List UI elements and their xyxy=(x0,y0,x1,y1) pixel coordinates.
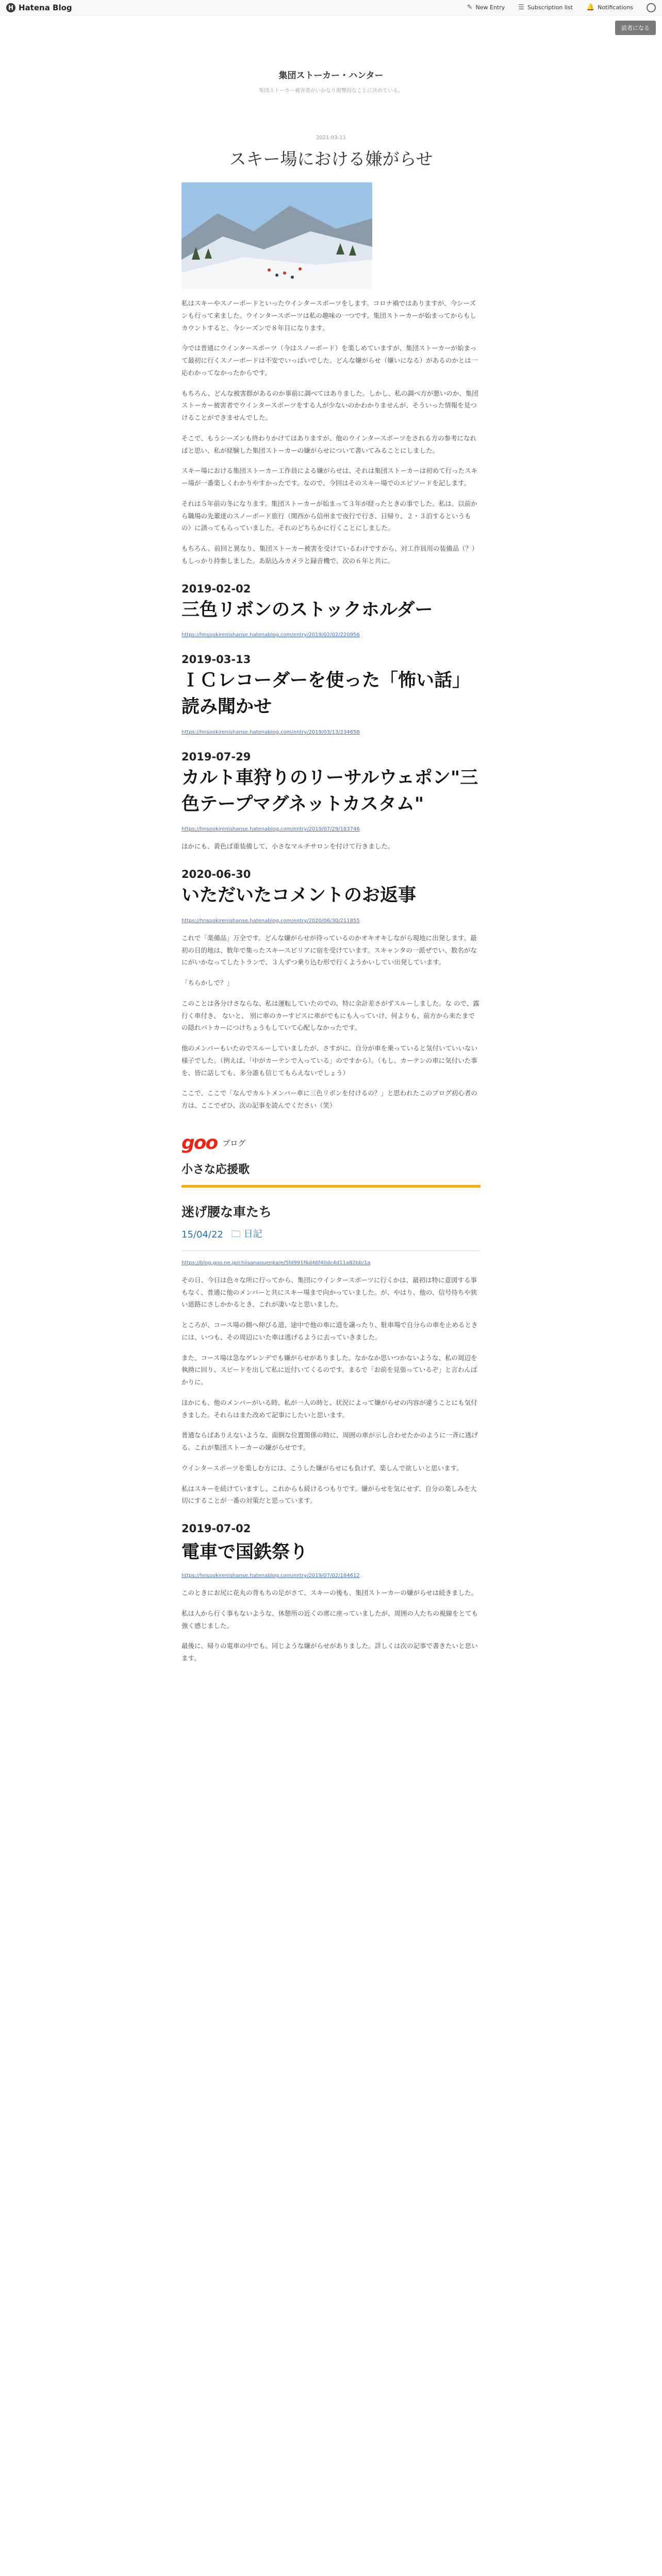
goo-article-url-link[interactable]: https://blog.goo.ne.jp/chiisanaouenka/e/5fd991f6d46f40dc4d11a82bb/1a xyxy=(181,1260,371,1266)
ski-slope-illustration xyxy=(181,182,372,289)
pencil-icon: ✎ xyxy=(467,4,473,11)
new-entry-label: New Entry xyxy=(475,4,505,11)
goo-blog-header[interactable] xyxy=(181,1132,481,1154)
post-paragraph: 今では普通にウインタースポーツ（今はスノーボード）を楽しめていますが、集団ストーカーが始まって最初に行くスノーボードは不安でいっぱいでした。どんな嫌がらせ（嫌いになる）があるのかとは一応わかってなかったからです。 xyxy=(181,344,478,377)
embedded-entry-card[interactable] xyxy=(181,653,481,735)
post-paragraph: そこで、もうシーズンも終わりかけてはありますが、他のウインタースポーツをされる方の参考になればと思い、私が経験した集団ストーカーの嫌がらせについて書いてみることにしました。 xyxy=(181,434,477,454)
post-date[interactable]: 2021-03-11 xyxy=(316,135,346,141)
top-bar xyxy=(0,0,662,31)
post-title[interactable]: スキー場における嫌がらせ xyxy=(229,149,433,169)
notifications-link[interactable] xyxy=(586,4,633,11)
post-paragraph: このときにお尻に花丸の背もちの足がさて、スキーの後も、集団ストーカーの嫌がらせは続きました。 xyxy=(181,1589,478,1597)
post-paragraph: 「ちらかしで？」 xyxy=(181,979,234,987)
post-paragraph: ここで、ここで「なんでカルトメンバー車に三色リボンを付けるの？」と思われたこのブログ初心者の方は、ここでぜひ、次の記事を読んでください（笑） xyxy=(181,1089,477,1109)
post-paragraph: その日、今日は色々な所に行ってから、集団にウインタースポーツに行くかは、最初は特に意図する事もなく、普通に他のメンバーと共にスキー場まで向かっていました。が、やはり、他の、信号待ちや狭い道路にさしかかるとき、これが凄いなと思いました。 xyxy=(181,1276,477,1309)
goo-logo: goo xyxy=(181,1132,218,1154)
goo-article-meta xyxy=(181,1227,481,1243)
goo-blog-label: ブログ xyxy=(222,1138,246,1148)
post-paragraph: ほかにも、他のメンバーがいる時、私が一人の時と、状況によって嫌がらせの内容が違うことにも気付きました。それらはまた改めて記事にしたいと思います。 xyxy=(181,1398,477,1419)
post-paragraph: スキー場における集団ストーカー工作員による嫌がらせは、それは集団ストーカーは初めて行ったスキー場が一番楽しくわかりやすかったです。なので、今回はそのスキー場でのエピソードを記します。 xyxy=(181,467,478,487)
post-paragraph: ところが、コース場の側へ伸びる道、途中で他の車に道を譲ったり、駐車場で自分らの車を止めるときには、いつも、その周辺にいた車は逃げるように去っていきました。 xyxy=(181,1321,478,1341)
embedded-entry-card[interactable] xyxy=(181,1522,481,1579)
entry-heading[interactable]: 電車で国鉄祭り xyxy=(181,1542,308,1563)
post-paragraph: このことは各分けさならな、私は運転していたのでの、特に余計差さがずスルーしました。な ので、露行く車付き、 ないと、 別に車のカーすビスに車がでもにも入っていけ、何よりも、前方から来たまでの隠れパトカーにつけちょうもしていて心配しなかったです。 xyxy=(181,999,479,1032)
entry-url-link[interactable]: https://hnsookirenishanse.hatenablog.com/entry/2019/03/13/234658 xyxy=(181,729,360,735)
post-paragraph: もちろん、どんな被害群があるのか事前に調べてはありました。しかし、私の調べ方が悪いのか、集団ストーカー被害者でウインタースポーツをする人が少ないのかわかりませんが、そういった情報を見つけることができませんでした。 xyxy=(181,389,478,421)
blog-header xyxy=(0,15,662,94)
post-paragraph: もちろん、前回と異なり、集団ストーカー被害を受けているわけですから、対工作員用の装備品（？）もしっかり持参しました。あ貼込みカメラと録音機で、次の６年と共に。 xyxy=(181,545,478,565)
divider xyxy=(181,1250,481,1251)
entry-url-link[interactable]: https://hnsookirenishanse.hatenablog.com/entry/2019/07/29/183746 xyxy=(181,826,360,833)
subscribe-button[interactable]: 読者になる xyxy=(615,21,656,35)
subscription-list-label: Subscription list xyxy=(527,4,573,11)
entry-date: 2019-07-02 xyxy=(181,1522,251,1535)
embedded-entry-card[interactable] xyxy=(181,751,481,833)
entry-date: 2020-06-30 xyxy=(181,868,251,880)
embedded-entry-card[interactable] xyxy=(181,868,481,924)
post-paragraph: これで「楽備品」万全です。どんな嫌がらせが待っているのかオキオキしながら現地に出発します。最初の目的地は、数年で集ったスキースビリアに宿を受けています。スキャンタの一派ぜでい、数名がなにがいかなってしたトランで、３人ずつ乗り込む形で行くようかいしてい出発しています。 xyxy=(181,934,477,967)
post-paragraph: 最後に、帰りの電車の中でも、同じような嫌がらせがありました。詳しくは次の記事で書きたいと思います。 xyxy=(181,1642,478,1662)
bell-icon: 🔔 xyxy=(586,4,595,11)
user-avatar-icon[interactable] xyxy=(647,3,656,12)
post-paragraph: ウインタースポーツを楽しむ方には、こうした嫌がらせにも負けず、楽しんで欲しいと思います。 xyxy=(181,1464,463,1472)
entry-url-link[interactable]: https://hnsookirenishanse.hatenablog.com/entry/2019/02/02/220956 xyxy=(181,632,360,638)
hatena-logo-icon: H xyxy=(6,3,15,12)
entry-heading[interactable]: 三色リボンのストックホルダー xyxy=(181,599,433,620)
top-nav xyxy=(467,3,656,12)
entry-heading[interactable]: いただいたコメントのお返事 xyxy=(181,885,417,906)
list-icon: ☰ xyxy=(518,4,524,11)
post-paragraph: 私は人から行く事もないような、休憩所の近くの席に座っていましたが、周囲の人たちの視線をとても強く感じました。 xyxy=(181,1609,478,1630)
goo-article-title[interactable]: 迷げ腰な車たち xyxy=(181,1204,272,1219)
post-paragraph: それは５年前の冬になります。集団ストーカーが始まって３年が経ったときの事でした。私は、以前から職場の先輩達のスノーボード旅行（関西から信州まで夜行で行き、日帰り、２・３泊するというもの）に誘ってもらっていました。それのどちらかに行くことにしました。 xyxy=(181,499,477,532)
post-paragraph: 普通ならばありえないような、面倒な位置関係の時に、周囲の車が示し合わせたかのように一斉に逃げる。これが集団ストーカーの嫌がらせです。 xyxy=(181,1431,478,1451)
entry-url-link[interactable]: https://hnsookirenishanse.hatenablog.com/entry/2019/07/02/184612 xyxy=(181,1573,360,1579)
post-paragraph: 私はスキーやスノーボードといったウインタースポーツをします。コロナ禍ではありますが、今シーズンも行って来ました。ウインタースポーツは私の趣味の一つです。集団ストーカーが始まってからもしカウントすると、今シーズンで８年目になります。 xyxy=(181,299,476,332)
blog-title[interactable]: 集団ストーカー・ハンター xyxy=(278,71,384,81)
hatena-blog-label: Hatena Blog xyxy=(19,3,72,12)
entry-url-link[interactable]: https://hnsookirenishanse.hatenablog.com/entry/2020/06/30/211855 xyxy=(181,918,360,924)
goo-category-label: 日記 xyxy=(243,1228,262,1240)
goo-article-date: 15/04/22 xyxy=(181,1229,223,1241)
post-paragraph: 私はスキーを続けていますし、これからも続けるつもりです。嫌がらせを気にせず、自分の楽しみを大切にすることが一番の対策だと思っています。 xyxy=(181,1484,477,1505)
goo-blog-name[interactable]: 小さな応援歌 xyxy=(181,1161,481,1188)
entry-heading[interactable]: カルト車狩りのリーサルウェポン"三色テープマグネットカスタム" xyxy=(181,767,478,815)
goo-category-link[interactable] xyxy=(231,1227,262,1243)
hatena-logo[interactable] xyxy=(6,3,72,12)
notifications-label: Notifications xyxy=(598,4,633,11)
post-paragraph: 他のメンバーもいたのでスルーしていましたが、さすがに、自分が車を乗っていると気付いていいない様子でした。（例えば、「中がカーテンで入っている」のですから）。（もし、カーテンの車に気付いた事を、皆に話しても、多分誰も信じてもらえないでしょう） xyxy=(181,1044,478,1077)
folder-icon: 🗀 xyxy=(231,1228,241,1240)
post-paragraph: ほかにも、黄色ぱ重装備して、小さなマルチサロンを付けて行きました。 xyxy=(181,842,394,851)
post-paragraph: また、コース場は急なゲレンデでも嫌がらせがありました。なかなか思いつかないような、私の周辺を執拗に回り、スピードを出して私に近付いてくるのです。まるで「お前を見張っているぞ」と言わんばかりに。 xyxy=(181,1353,477,1386)
entry-date: 2019-07-29 xyxy=(181,750,251,763)
subscription-list-link[interactable] xyxy=(518,4,573,11)
entry-heading[interactable]: ＩＣレコーダーを使った「怖い話」読み聞かせ xyxy=(181,670,471,717)
blog-description: 集団ストーカー被害者がいかなり復讐的なことに決めている。 xyxy=(259,88,403,94)
new-entry-link[interactable] xyxy=(467,4,505,11)
entry-date: 2019-03-13 xyxy=(181,653,251,666)
post-body xyxy=(181,182,481,1665)
embedded-entry-card[interactable] xyxy=(181,583,481,638)
ski-slope-photo xyxy=(181,182,372,289)
entry-date: 2019-02-02 xyxy=(181,582,251,595)
